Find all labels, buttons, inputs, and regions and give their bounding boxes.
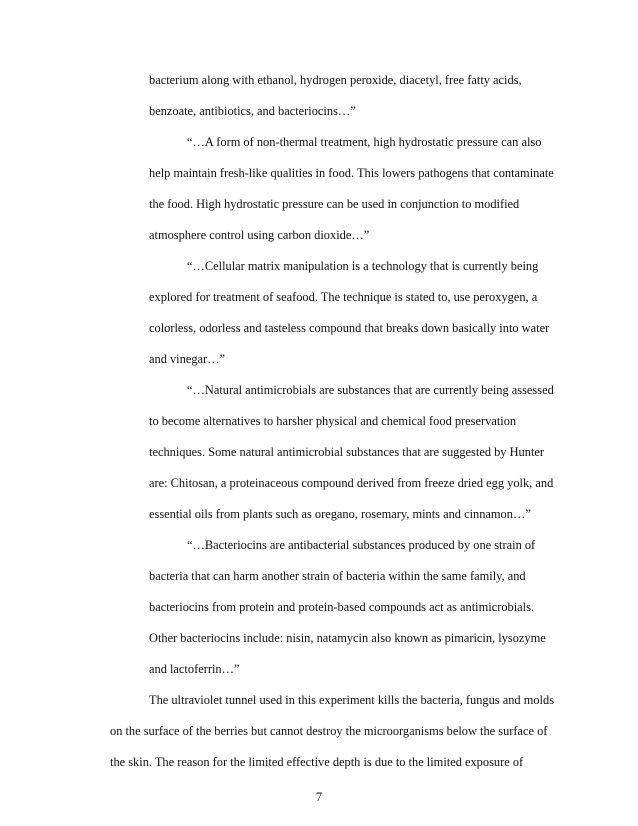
quote-first-line: “…Natural antimicrobials are substances that are currently being assessed [187, 383, 554, 397]
quote-line: essential oils from plants such as oregano, rosemary, mints and cinnamon…” [149, 507, 531, 521]
quote-first-line: “…A form of non-thermal treatment, high hydrostatic pressure can also [187, 135, 542, 149]
quote-line: the food. High hydrostatic pressure can be used in conjunction to modified [149, 197, 520, 211]
quote-line: help maintain fresh-like qualities in food. This lowers pathogens that contaminate [149, 166, 554, 180]
quote-line: techniques. Some natural antimicrobial substances that are suggested by Hunter [149, 445, 545, 459]
quote-line: to become alternatives to harsher physical and chemical food preservation [149, 414, 517, 428]
paragraph-first-line: The ultraviolet tunnel used in this experiment kills the bacteria, fungus and molds [149, 693, 555, 707]
quote-line: and vinegar…” [149, 352, 226, 366]
quote-line: are: Chitosan, a proteinaceous compound derived from freeze dried egg yolk, and [149, 476, 554, 490]
quote-line: benzoate, antibiotics, and bacteriocins…” [149, 104, 356, 118]
quote-line: explored for treatment of seafood. The technique is stated to, use peroxygen, a [149, 290, 538, 304]
paragraph-line: on the surface of the berries but cannot destroy the microorganisms below the surface of [110, 724, 548, 738]
quote-first-line: “…Cellular matrix manipulation is a technology that is currently being [187, 259, 539, 273]
quote-line: and lactoferrin…” [149, 662, 240, 676]
quote-first-line: “…Bacteriocins are antibacterial substances produced by one strain of [187, 538, 536, 552]
quote-line: bacteria that can harm another strain of bacteria within the same family, and [149, 569, 526, 583]
quote-line: colorless, odorless and tasteless compound that breaks down basically into water [149, 321, 550, 335]
quote-line: atmosphere control using carbon dioxide…” [149, 228, 370, 242]
quote-line: bacteriocins from protein and protein-based compounds act as antimicrobials. [149, 600, 535, 614]
quote-line: Other bacteriocins include: nisin, natamycin also known as pimaricin, lysozyme [149, 631, 546, 645]
quote-line: bacterium along with ethanol, hydrogen peroxide, diacetyl, free fatty acids, [149, 73, 522, 87]
page-number: 7 [315, 790, 323, 804]
paragraph-line: the skin. The reason for the limited effective depth is due to the limited exposure of [110, 755, 524, 769]
